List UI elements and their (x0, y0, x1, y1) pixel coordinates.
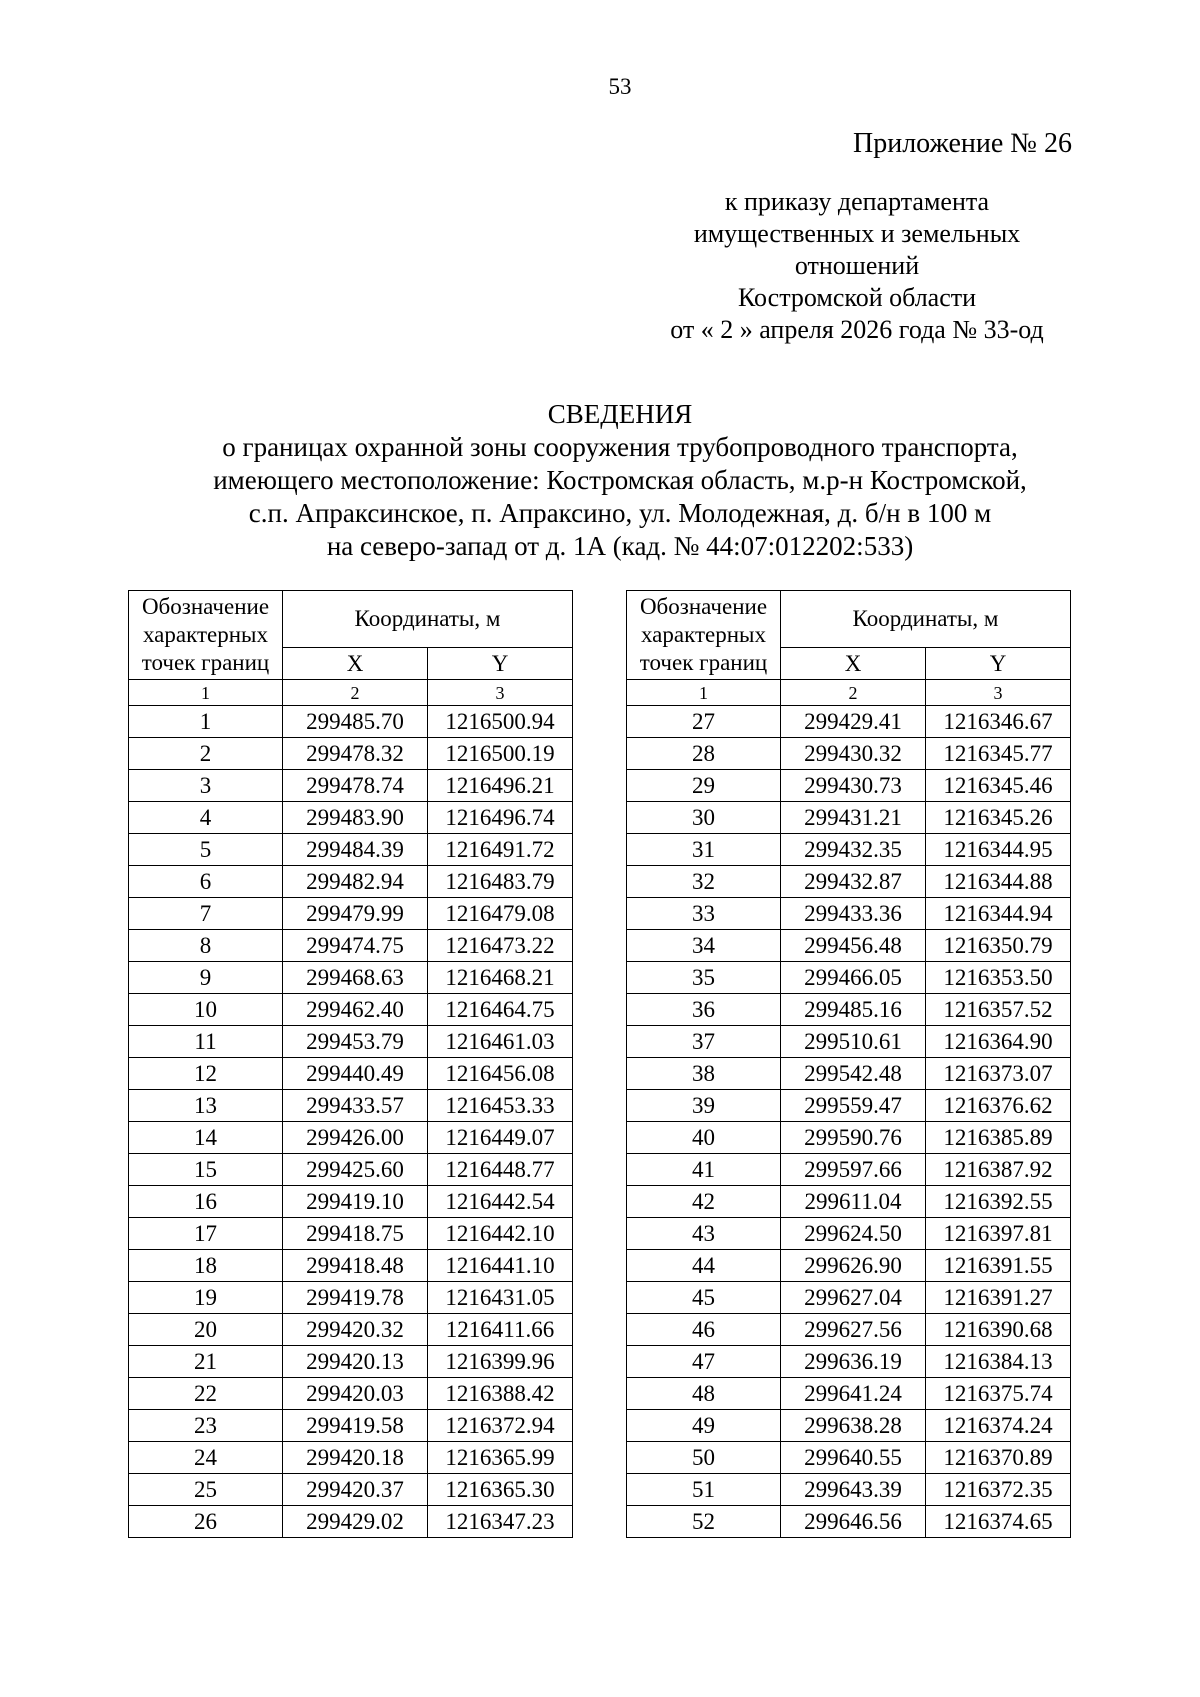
point-number-cell: 9 (129, 962, 283, 994)
header-y: Y (428, 648, 573, 680)
point-number-cell: 50 (627, 1442, 781, 1474)
table-row (129, 770, 573, 802)
y-coordinate-cell: 1216374.65 (926, 1506, 1071, 1538)
x-coordinate-cell: 299484.39 (283, 834, 428, 866)
x-coordinate-cell: 299425.60 (283, 1154, 428, 1186)
point-number-cell: 26 (129, 1506, 283, 1538)
y-coordinate-cell: 1216372.94 (428, 1410, 573, 1442)
table-row (627, 1442, 1071, 1474)
y-coordinate-cell: 1216479.08 (428, 898, 573, 930)
x-coordinate-cell: 299431.21 (781, 802, 926, 834)
y-coordinate-cell: 1216376.62 (926, 1090, 1071, 1122)
header-coordinates: Координаты, м (283, 591, 573, 648)
table-body-right (627, 706, 1071, 1538)
table-row (129, 898, 573, 930)
x-coordinate-cell: 299419.58 (283, 1410, 428, 1442)
column-number: 3 (926, 680, 1071, 706)
table-row (129, 994, 573, 1026)
table-row (129, 1218, 573, 1250)
table-row (627, 1250, 1071, 1282)
y-coordinate-cell: 1216399.96 (428, 1346, 573, 1378)
x-coordinate-cell: 299420.03 (283, 1378, 428, 1410)
column-number: 1 (627, 680, 781, 706)
order-reference-line: отношений (794, 251, 920, 280)
y-coordinate-cell: 1216473.22 (428, 930, 573, 962)
y-coordinate-cell: 1216448.77 (428, 1154, 573, 1186)
header-coordinates: Координаты, м (781, 591, 1071, 648)
header-point-line: точек границ (141, 650, 270, 675)
table-row (627, 1378, 1071, 1410)
table-row (129, 1090, 573, 1122)
header-point-line: точек границ (639, 650, 768, 675)
y-coordinate-cell: 1216496.74 (428, 802, 573, 834)
column-number: 1 (129, 680, 283, 706)
point-number-cell: 13 (129, 1090, 283, 1122)
x-coordinate-cell: 299440.49 (283, 1058, 428, 1090)
point-number-cell: 33 (627, 898, 781, 930)
table-row (129, 930, 573, 962)
point-number-cell: 22 (129, 1378, 283, 1410)
x-coordinate-cell: 299485.16 (781, 994, 926, 1026)
table-row (129, 1154, 573, 1186)
appendix-title: Приложение № 26 (853, 128, 1072, 159)
point-number-cell: 10 (129, 994, 283, 1026)
point-number-cell: 40 (627, 1122, 781, 1154)
point-number-cell: 44 (627, 1250, 781, 1282)
y-coordinate-cell: 1216365.30 (428, 1474, 573, 1506)
y-coordinate-cell: 1216468.21 (428, 962, 573, 994)
table-row (129, 962, 573, 994)
point-number-cell: 37 (627, 1026, 781, 1058)
y-coordinate-cell: 1216375.74 (926, 1378, 1071, 1410)
table-row (129, 802, 573, 834)
coordinates-table-right (626, 590, 1071, 1538)
x-coordinate-cell: 299624.50 (781, 1218, 926, 1250)
point-number-cell: 1 (129, 706, 283, 738)
x-coordinate-cell: 299453.79 (283, 1026, 428, 1058)
point-number-cell: 14 (129, 1122, 283, 1154)
coordinates-table-left (128, 590, 573, 1538)
table-row (129, 1346, 573, 1378)
point-number-cell: 45 (627, 1282, 781, 1314)
table-row (627, 1058, 1071, 1090)
point-number-cell: 27 (627, 706, 781, 738)
x-coordinate-cell: 299419.78 (283, 1282, 428, 1314)
point-number-cell: 5 (129, 834, 283, 866)
table-row (627, 930, 1071, 962)
point-number-cell: 16 (129, 1186, 283, 1218)
y-coordinate-cell: 1216431.05 (428, 1282, 573, 1314)
x-coordinate-cell: 299430.32 (781, 738, 926, 770)
table-row (129, 1378, 573, 1410)
table-row (627, 834, 1071, 866)
table-row (129, 1506, 573, 1538)
y-coordinate-cell: 1216364.90 (926, 1026, 1071, 1058)
x-coordinate-cell: 299627.04 (781, 1282, 926, 1314)
point-number-cell: 42 (627, 1186, 781, 1218)
point-number-cell: 29 (627, 770, 781, 802)
order-reference-line: к приказу департамента (724, 187, 990, 216)
x-coordinate-cell: 299429.41 (781, 706, 926, 738)
heading-line: на северо-запад от д. 1А (кад. № 44:07:012202:533) (326, 531, 914, 561)
x-coordinate-cell: 299478.32 (283, 738, 428, 770)
point-number-cell: 52 (627, 1506, 781, 1538)
y-coordinate-cell: 1216373.07 (926, 1058, 1071, 1090)
table-row (129, 1026, 573, 1058)
point-number-cell: 21 (129, 1346, 283, 1378)
table-row (627, 770, 1071, 802)
header-point-line: Обозначение (639, 594, 768, 619)
y-coordinate-cell: 1216344.95 (926, 834, 1071, 866)
y-coordinate-cell: 1216392.55 (926, 1186, 1071, 1218)
point-number-cell: 6 (129, 866, 283, 898)
header-point-line: характерных (142, 622, 268, 647)
point-number-cell: 46 (627, 1314, 781, 1346)
header-x: X (283, 648, 428, 680)
y-coordinate-cell: 1216483.79 (428, 866, 573, 898)
x-coordinate-cell: 299478.74 (283, 770, 428, 802)
point-number-cell: 38 (627, 1058, 781, 1090)
y-coordinate-cell: 1216500.19 (428, 738, 573, 770)
table-row (627, 738, 1071, 770)
y-coordinate-cell: 1216442.54 (428, 1186, 573, 1218)
order-reference (597, 186, 1117, 346)
table-row (627, 1314, 1071, 1346)
page-number: 53 (608, 74, 632, 99)
header-y: Y (926, 648, 1071, 680)
y-coordinate-cell: 1216345.26 (926, 802, 1071, 834)
table-body-left (129, 706, 573, 1538)
y-coordinate-cell: 1216390.68 (926, 1314, 1071, 1346)
x-coordinate-cell: 299468.63 (283, 962, 428, 994)
point-number-cell: 36 (627, 994, 781, 1026)
y-coordinate-cell: 1216385.89 (926, 1122, 1071, 1154)
point-number-cell: 8 (129, 930, 283, 962)
table-row (627, 1218, 1071, 1250)
y-coordinate-cell: 1216442.10 (428, 1218, 573, 1250)
x-coordinate-cell: 299510.61 (781, 1026, 926, 1058)
x-coordinate-cell: 299418.48 (283, 1250, 428, 1282)
x-coordinate-cell: 299462.40 (283, 994, 428, 1026)
table-row (129, 1250, 573, 1282)
y-coordinate-cell: 1216387.92 (926, 1154, 1071, 1186)
table-row (627, 1474, 1071, 1506)
y-coordinate-cell: 1216353.50 (926, 962, 1071, 994)
x-coordinate-cell: 299542.48 (781, 1058, 926, 1090)
point-number-cell: 51 (627, 1474, 781, 1506)
y-coordinate-cell: 1216496.21 (428, 770, 573, 802)
column-number: 2 (781, 680, 926, 706)
x-coordinate-cell: 299641.24 (781, 1378, 926, 1410)
y-coordinate-cell: 1216491.72 (428, 834, 573, 866)
point-number-cell: 15 (129, 1154, 283, 1186)
point-number-cell: 3 (129, 770, 283, 802)
y-coordinate-cell: 1216345.46 (926, 770, 1071, 802)
heading-line: о границах охранной зоны сооружения трубопроводного транспорта, (222, 432, 1018, 462)
table-row (627, 866, 1071, 898)
y-coordinate-cell: 1216357.52 (926, 994, 1071, 1026)
table-row (627, 898, 1071, 930)
y-coordinate-cell: 1216346.67 (926, 706, 1071, 738)
x-coordinate-cell: 299597.66 (781, 1154, 926, 1186)
table-row (129, 1410, 573, 1442)
y-coordinate-cell: 1216464.75 (428, 994, 573, 1026)
table-row (627, 1122, 1071, 1154)
point-number-cell: 24 (129, 1442, 283, 1474)
x-coordinate-cell: 299456.48 (781, 930, 926, 962)
heading-line: имеющего местоположение: Костромская область, м.р-н Костромской, (213, 465, 1027, 495)
header-x: X (781, 648, 926, 680)
y-coordinate-cell: 1216500.94 (428, 706, 573, 738)
table-row (627, 1026, 1071, 1058)
table-row (129, 1314, 573, 1346)
x-coordinate-cell: 299483.90 (283, 802, 428, 834)
x-coordinate-cell: 299640.55 (781, 1442, 926, 1474)
x-coordinate-cell: 299430.73 (781, 770, 926, 802)
y-coordinate-cell: 1216374.24 (926, 1410, 1071, 1442)
document-title: СВЕДЕНИЯ (547, 399, 693, 429)
table-row (129, 706, 573, 738)
x-coordinate-cell: 299432.87 (781, 866, 926, 898)
point-number-cell: 30 (627, 802, 781, 834)
y-coordinate-cell: 1216370.89 (926, 1442, 1071, 1474)
table-row (627, 1154, 1071, 1186)
x-coordinate-cell: 299418.75 (283, 1218, 428, 1250)
table-row (627, 1346, 1071, 1378)
table-row (129, 1058, 573, 1090)
x-coordinate-cell: 299432.35 (781, 834, 926, 866)
table-row (129, 1282, 573, 1314)
point-number-cell: 11 (129, 1026, 283, 1058)
x-coordinate-cell: 299420.37 (283, 1474, 428, 1506)
table-row (627, 1090, 1071, 1122)
y-coordinate-cell: 1216344.94 (926, 898, 1071, 930)
point-number-cell: 34 (627, 930, 781, 962)
table-row (627, 1410, 1071, 1442)
x-coordinate-cell: 299611.04 (781, 1186, 926, 1218)
table-row (129, 738, 573, 770)
x-coordinate-cell: 299627.56 (781, 1314, 926, 1346)
column-number: 2 (283, 680, 428, 706)
heading-line: с.п. Апраксинское, п. Апраксино, ул. Молодежная, д. б/н в 100 м (248, 498, 992, 528)
y-coordinate-cell: 1216344.88 (926, 866, 1071, 898)
y-coordinate-cell: 1216397.81 (926, 1218, 1071, 1250)
y-coordinate-cell: 1216345.77 (926, 738, 1071, 770)
header-point-designation (129, 591, 283, 680)
x-coordinate-cell: 299426.00 (283, 1122, 428, 1154)
point-number-cell: 23 (129, 1410, 283, 1442)
x-coordinate-cell: 299590.76 (781, 1122, 926, 1154)
order-reference-line: имущественных и земельных (693, 219, 1021, 248)
header-point-designation (627, 591, 781, 680)
y-coordinate-cell: 1216391.55 (926, 1250, 1071, 1282)
y-coordinate-cell: 1216411.66 (428, 1314, 573, 1346)
y-coordinate-cell: 1216384.13 (926, 1346, 1071, 1378)
point-number-cell: 28 (627, 738, 781, 770)
column-number: 3 (428, 680, 573, 706)
x-coordinate-cell: 299643.39 (781, 1474, 926, 1506)
point-number-cell: 2 (129, 738, 283, 770)
x-coordinate-cell: 299638.28 (781, 1410, 926, 1442)
x-coordinate-cell: 299559.47 (781, 1090, 926, 1122)
x-coordinate-cell: 299420.18 (283, 1442, 428, 1474)
table-row (627, 994, 1071, 1026)
table-row (129, 834, 573, 866)
table-row (627, 706, 1071, 738)
header-point-line: характерных (640, 622, 766, 647)
point-number-cell: 7 (129, 898, 283, 930)
point-number-cell: 48 (627, 1378, 781, 1410)
point-number-cell: 35 (627, 962, 781, 994)
x-coordinate-cell: 299479.99 (283, 898, 428, 930)
order-reference-line: Костромской области (737, 283, 977, 312)
point-number-cell: 41 (627, 1154, 781, 1186)
point-number-cell: 12 (129, 1058, 283, 1090)
y-coordinate-cell: 1216441.10 (428, 1250, 573, 1282)
y-coordinate-cell: 1216391.27 (926, 1282, 1071, 1314)
y-coordinate-cell: 1216365.99 (428, 1442, 573, 1474)
x-coordinate-cell: 299474.75 (283, 930, 428, 962)
point-number-cell: 18 (129, 1250, 283, 1282)
y-coordinate-cell: 1216347.23 (428, 1506, 573, 1538)
point-number-cell: 19 (129, 1282, 283, 1314)
y-coordinate-cell: 1216453.33 (428, 1090, 573, 1122)
x-coordinate-cell: 299482.94 (283, 866, 428, 898)
y-coordinate-cell: 1216372.35 (926, 1474, 1071, 1506)
point-number-cell: 25 (129, 1474, 283, 1506)
table-row (129, 1122, 573, 1154)
table-row (627, 1282, 1071, 1314)
y-coordinate-cell: 1216449.07 (428, 1122, 573, 1154)
table-row (129, 866, 573, 898)
x-coordinate-cell: 299429.02 (283, 1506, 428, 1538)
x-coordinate-cell: 299433.36 (781, 898, 926, 930)
point-number-cell: 43 (627, 1218, 781, 1250)
header-point-line: Обозначение (141, 594, 270, 619)
x-coordinate-cell: 299466.05 (781, 962, 926, 994)
table-row (129, 1186, 573, 1218)
document-heading (0, 398, 1200, 563)
x-coordinate-cell: 299433.57 (283, 1090, 428, 1122)
x-coordinate-cell: 299626.90 (781, 1250, 926, 1282)
y-coordinate-cell: 1216456.08 (428, 1058, 573, 1090)
x-coordinate-cell: 299646.56 (781, 1506, 926, 1538)
x-coordinate-cell: 299636.19 (781, 1346, 926, 1378)
point-number-cell: 32 (627, 866, 781, 898)
y-coordinate-cell: 1216461.03 (428, 1026, 573, 1058)
point-number-cell: 17 (129, 1218, 283, 1250)
table-row (627, 1186, 1071, 1218)
point-number-cell: 39 (627, 1090, 781, 1122)
table-row (627, 802, 1071, 834)
point-number-cell: 49 (627, 1410, 781, 1442)
point-number-cell: 4 (129, 802, 283, 834)
y-coordinate-cell: 1216388.42 (428, 1378, 573, 1410)
x-coordinate-cell: 299419.10 (283, 1186, 428, 1218)
point-number-cell: 47 (627, 1346, 781, 1378)
table-row (129, 1442, 573, 1474)
table-row (627, 962, 1071, 994)
x-coordinate-cell: 299420.13 (283, 1346, 428, 1378)
x-coordinate-cell: 299420.32 (283, 1314, 428, 1346)
table-row (627, 1506, 1071, 1538)
order-reference-line: от « 2 » апреля 2026 года № 33-од (670, 315, 1044, 344)
y-coordinate-cell: 1216350.79 (926, 930, 1071, 962)
point-number-cell: 20 (129, 1314, 283, 1346)
x-coordinate-cell: 299485.70 (283, 706, 428, 738)
point-number-cell: 31 (627, 834, 781, 866)
table-row (129, 1474, 573, 1506)
